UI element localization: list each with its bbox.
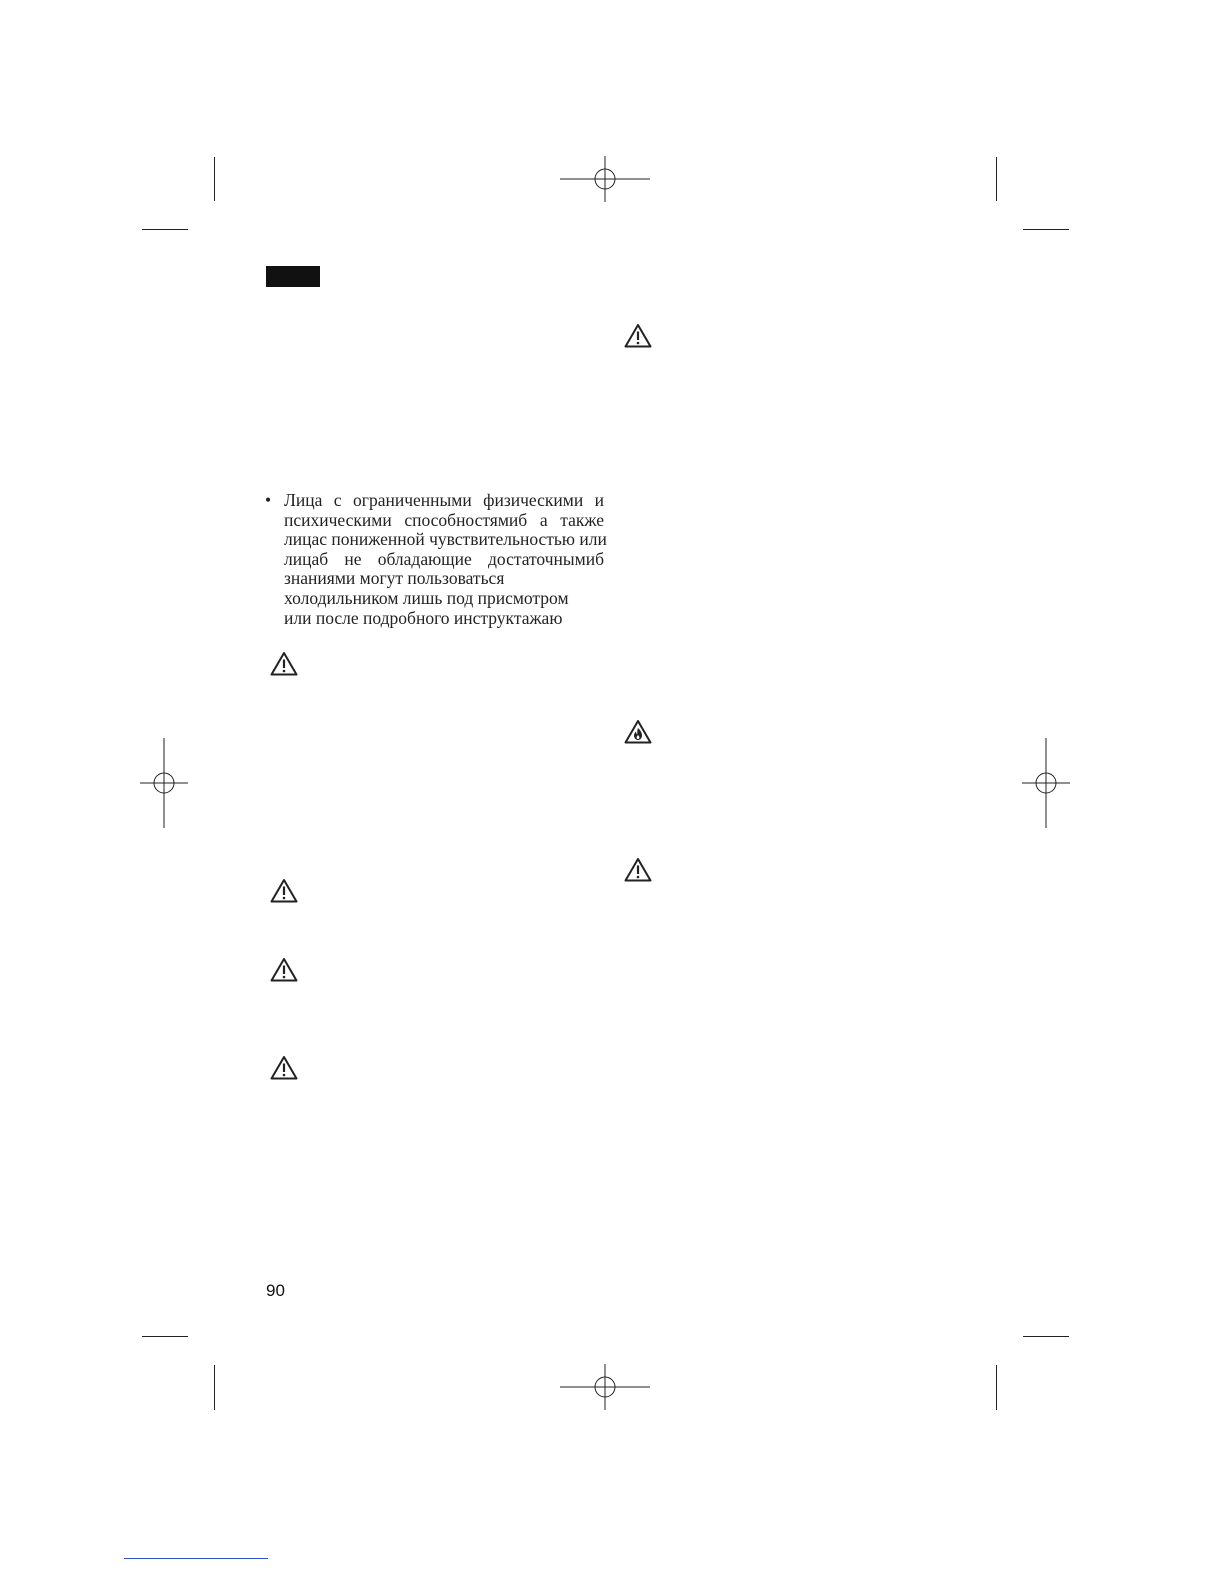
- footer-link-underline: [124, 1558, 268, 1559]
- bullet-line: лицас пониженной чувствительностью или: [284, 529, 607, 550]
- crop-mark-bottom-right-vertical: [996, 1365, 997, 1410]
- bullet-line: знаниями могут пользоваться: [284, 568, 505, 589]
- bullet-line: или после подробного инструктажаю: [284, 607, 563, 628]
- registration-mark-top-center: [560, 156, 650, 202]
- crop-mark-top-left-horizontal: [142, 229, 188, 230]
- language-tab: [266, 266, 320, 287]
- bullet-line: лицаб не обладающие достаточнымиб: [284, 548, 604, 569]
- warning-triangle-icon: [270, 1055, 298, 1080]
- warning-triangle-icon: [270, 957, 298, 982]
- crop-mark-bottom-left-vertical: [214, 1365, 215, 1410]
- bullet-dot: •: [265, 490, 272, 510]
- crop-mark-top-right-horizontal: [1023, 229, 1069, 230]
- registration-mark-right-middle: [1022, 738, 1070, 828]
- bullet-line: Лица с ограниченными физическими и: [284, 490, 604, 510]
- registration-mark-bottom-center: [560, 1364, 650, 1410]
- registration-mark-left-middle: [140, 738, 188, 828]
- warning-triangle-icon: [624, 323, 652, 348]
- crop-mark-top-right-vertical: [996, 157, 997, 201]
- warning-triangle-icon: [270, 878, 298, 903]
- crop-mark-top-left-vertical: [214, 157, 215, 201]
- flammable-warning-icon: [624, 719, 652, 744]
- warning-triangle-icon: [270, 651, 298, 676]
- bullet-line: психическими способностямиб а также: [284, 509, 604, 530]
- bullet-text: [284, 490, 607, 628]
- page-number: 90: [266, 1281, 285, 1300]
- crop-mark-bottom-right-horizontal: [1023, 1336, 1069, 1337]
- bullet-line: холодильником лишь под присмотром: [284, 587, 569, 608]
- crop-mark-bottom-left-horizontal: [142, 1336, 188, 1337]
- warning-triangle-icon: [624, 857, 652, 882]
